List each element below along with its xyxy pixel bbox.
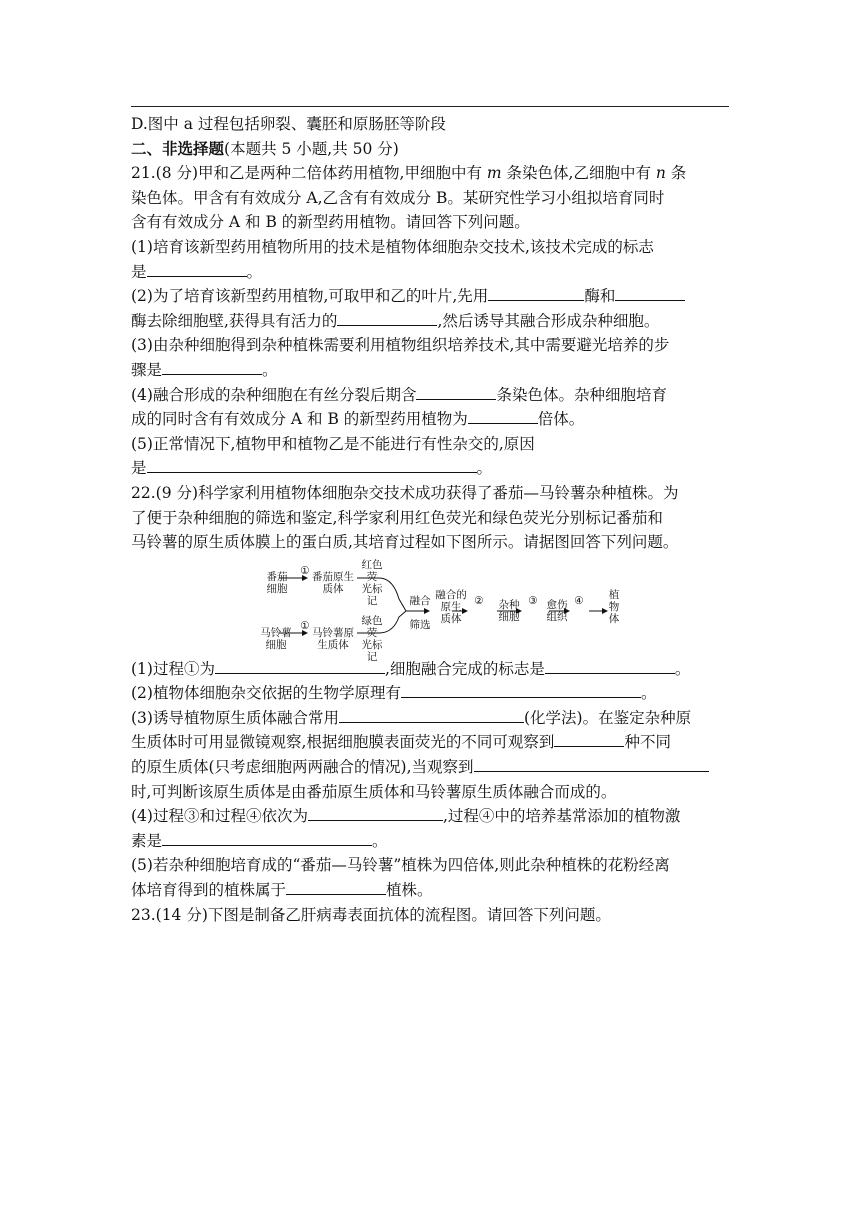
answer-blank[interactable]: [162, 358, 262, 375]
q22-part3: (3)诱导植物原生质体融合常用 (化学法)。在鉴定杂种原: [131, 706, 731, 731]
tomato-cell-label: 番茄 细胞: [266, 570, 288, 595]
step-2: ②: [474, 594, 484, 607]
q22-line3: 马铃薯的原生质体膜上的蛋白质,其培育过程如下图所示。请据图回答下列问题。: [131, 533, 679, 552]
q22-line1: 22.(9 分)科学家利用植物体细胞杂交技术成功获得了番茄—马铃薯杂种植株。为: [131, 483, 679, 502]
answer-blank[interactable]: [337, 309, 437, 326]
red-fluorescence-label: 红色荧 光标记: [361, 558, 383, 607]
answer-blank[interactable]: [339, 706, 524, 723]
answer-blank[interactable]: [468, 407, 538, 424]
green-fluorescence-label: 绿色荧 光标记: [361, 614, 383, 663]
q21-part4: (4)融合形成的杂种细胞在有丝分裂后期含 条染色体。杂种细胞培育: [131, 383, 731, 408]
q21-part5-cont: 是 。: [131, 456, 731, 481]
q21-part2-cont: 酶去除细胞壁,获得具有活力的 ,然后诱导其融合形成杂种细胞。: [131, 309, 731, 334]
q23-line1: 23.(14 分)下图是制备乙肝病毒表面抗体的流程图。请回答下列问题。: [131, 905, 611, 924]
q22-part5-cont: 体培育得到的植株属于 植株。: [131, 878, 731, 903]
question-content: [131, 112, 731, 927]
answer-blank[interactable]: [286, 878, 386, 895]
q22-part5: (5)若杂种细胞培育成的“番茄—马铃薯”植株为四倍体,则此杂种植株的花粉经离: [131, 856, 670, 875]
step-4: ④: [574, 594, 584, 607]
q21-line3: 含有有效成分 A 和 B 的新型药用植物。请回答下列问题。: [131, 213, 530, 232]
option-d: D.图中 a 过程包括卵裂、囊胚和原肠胚等阶段: [131, 115, 446, 133]
section-title: 二、非选择题: [131, 138, 225, 158]
section-note: (本题共 5 小题,共 50 分): [224, 139, 399, 158]
step-1-top: ①: [300, 564, 310, 577]
answer-blank[interactable]: [147, 260, 247, 277]
q22-part4: (4)过程③和过程④依次为 ,过程④中的培养基常添加的植物激: [131, 804, 731, 829]
potato-protoplast-label: 马铃薯原 生质体: [312, 626, 354, 651]
q21-part3-cont: 骤是 。: [131, 358, 731, 383]
answer-blank[interactable]: [416, 383, 496, 400]
answer-blank[interactable]: [615, 284, 685, 301]
answer-blank[interactable]: [474, 755, 709, 772]
answer-blank[interactable]: [147, 456, 477, 473]
process-diagram: [131, 558, 731, 663]
tomato-protoplast-label: 番茄原生质体: [312, 570, 354, 595]
q21-part1-cont: 是 。: [131, 260, 731, 285]
q22-part4-cont: 素是 。: [131, 829, 731, 854]
q22-part1: (1)过程①为 ,细胞融合完成的标志是 。: [131, 657, 731, 682]
step-3: ③: [528, 594, 538, 607]
fused-protoplast-label: 融合的 原生 质体: [435, 588, 467, 625]
q22-part2: (2)植物体细胞杂交依据的生物学原理有 。: [131, 681, 731, 706]
fusion-selection-label: 融合 筛选: [409, 594, 431, 631]
callus-label: 愈伤 组织: [546, 598, 568, 623]
q21-line1: 21.(8 分)甲和乙是两种二倍体药用植物,甲细胞中有 m 条染色体,乙细胞中有 n 条: [131, 164, 687, 183]
step-1-bottom: ①: [300, 619, 310, 632]
potato-cell-label: 马铃薯 细胞: [260, 626, 292, 651]
q22-part3-cont: 生质体时可用显微镜观察,根据细胞膜表面荧光的不同可观察到 种不同: [131, 730, 731, 755]
q21-line2: 染色体。甲含有有效成分 A,乙含有有效成分 B。某研究性学习小组拟培育同时: [131, 188, 665, 207]
hybrid-cell-label: 杂种 细胞: [498, 598, 520, 623]
answer-blank[interactable]: [401, 681, 641, 698]
q21-part3: (3)由杂种细胞得到杂种植株需要利用植物组织培养技术,其中需要避光培养的步: [131, 336, 670, 355]
plant-label: 植 物 体: [608, 588, 620, 625]
answer-blank[interactable]: [545, 657, 675, 674]
q21-part1: (1)培育该新型药用植物所用的技术是植物体细胞杂交技术,该技术完成的标志: [131, 237, 654, 256]
q21-part2: (2)为了培育该新型药用植物,可取甲和乙的叶片,先用 酶和: [131, 284, 731, 309]
answer-blank[interactable]: [162, 829, 372, 846]
q22-part3-cont2: 的原生质体(只考虑细胞两两融合的情况),当观察到: [131, 755, 731, 780]
q22-line2: 了便于杂种细胞的筛选和鉴定,科学家利用红色荧光和绿色荧光分别标记番茄和: [131, 508, 663, 527]
answer-blank[interactable]: [488, 284, 584, 301]
answer-blank[interactable]: [308, 804, 443, 821]
q21-part5: (5)正常情况下,植物甲和植物乙是不能进行有性杂交的,原因: [131, 434, 535, 453]
section-heading: [131, 137, 731, 162]
q21-part4-cont: 成的同时含有有效成分 A 和 B 的新型药用植物为 倍体。: [131, 407, 731, 432]
top-divider: [131, 106, 729, 107]
answer-blank[interactable]: [554, 730, 624, 747]
q22-part3-cont3: 时,可判断该原生质体是由番茄原生质体和马铃薯原生质体融合而成的。: [131, 782, 617, 801]
